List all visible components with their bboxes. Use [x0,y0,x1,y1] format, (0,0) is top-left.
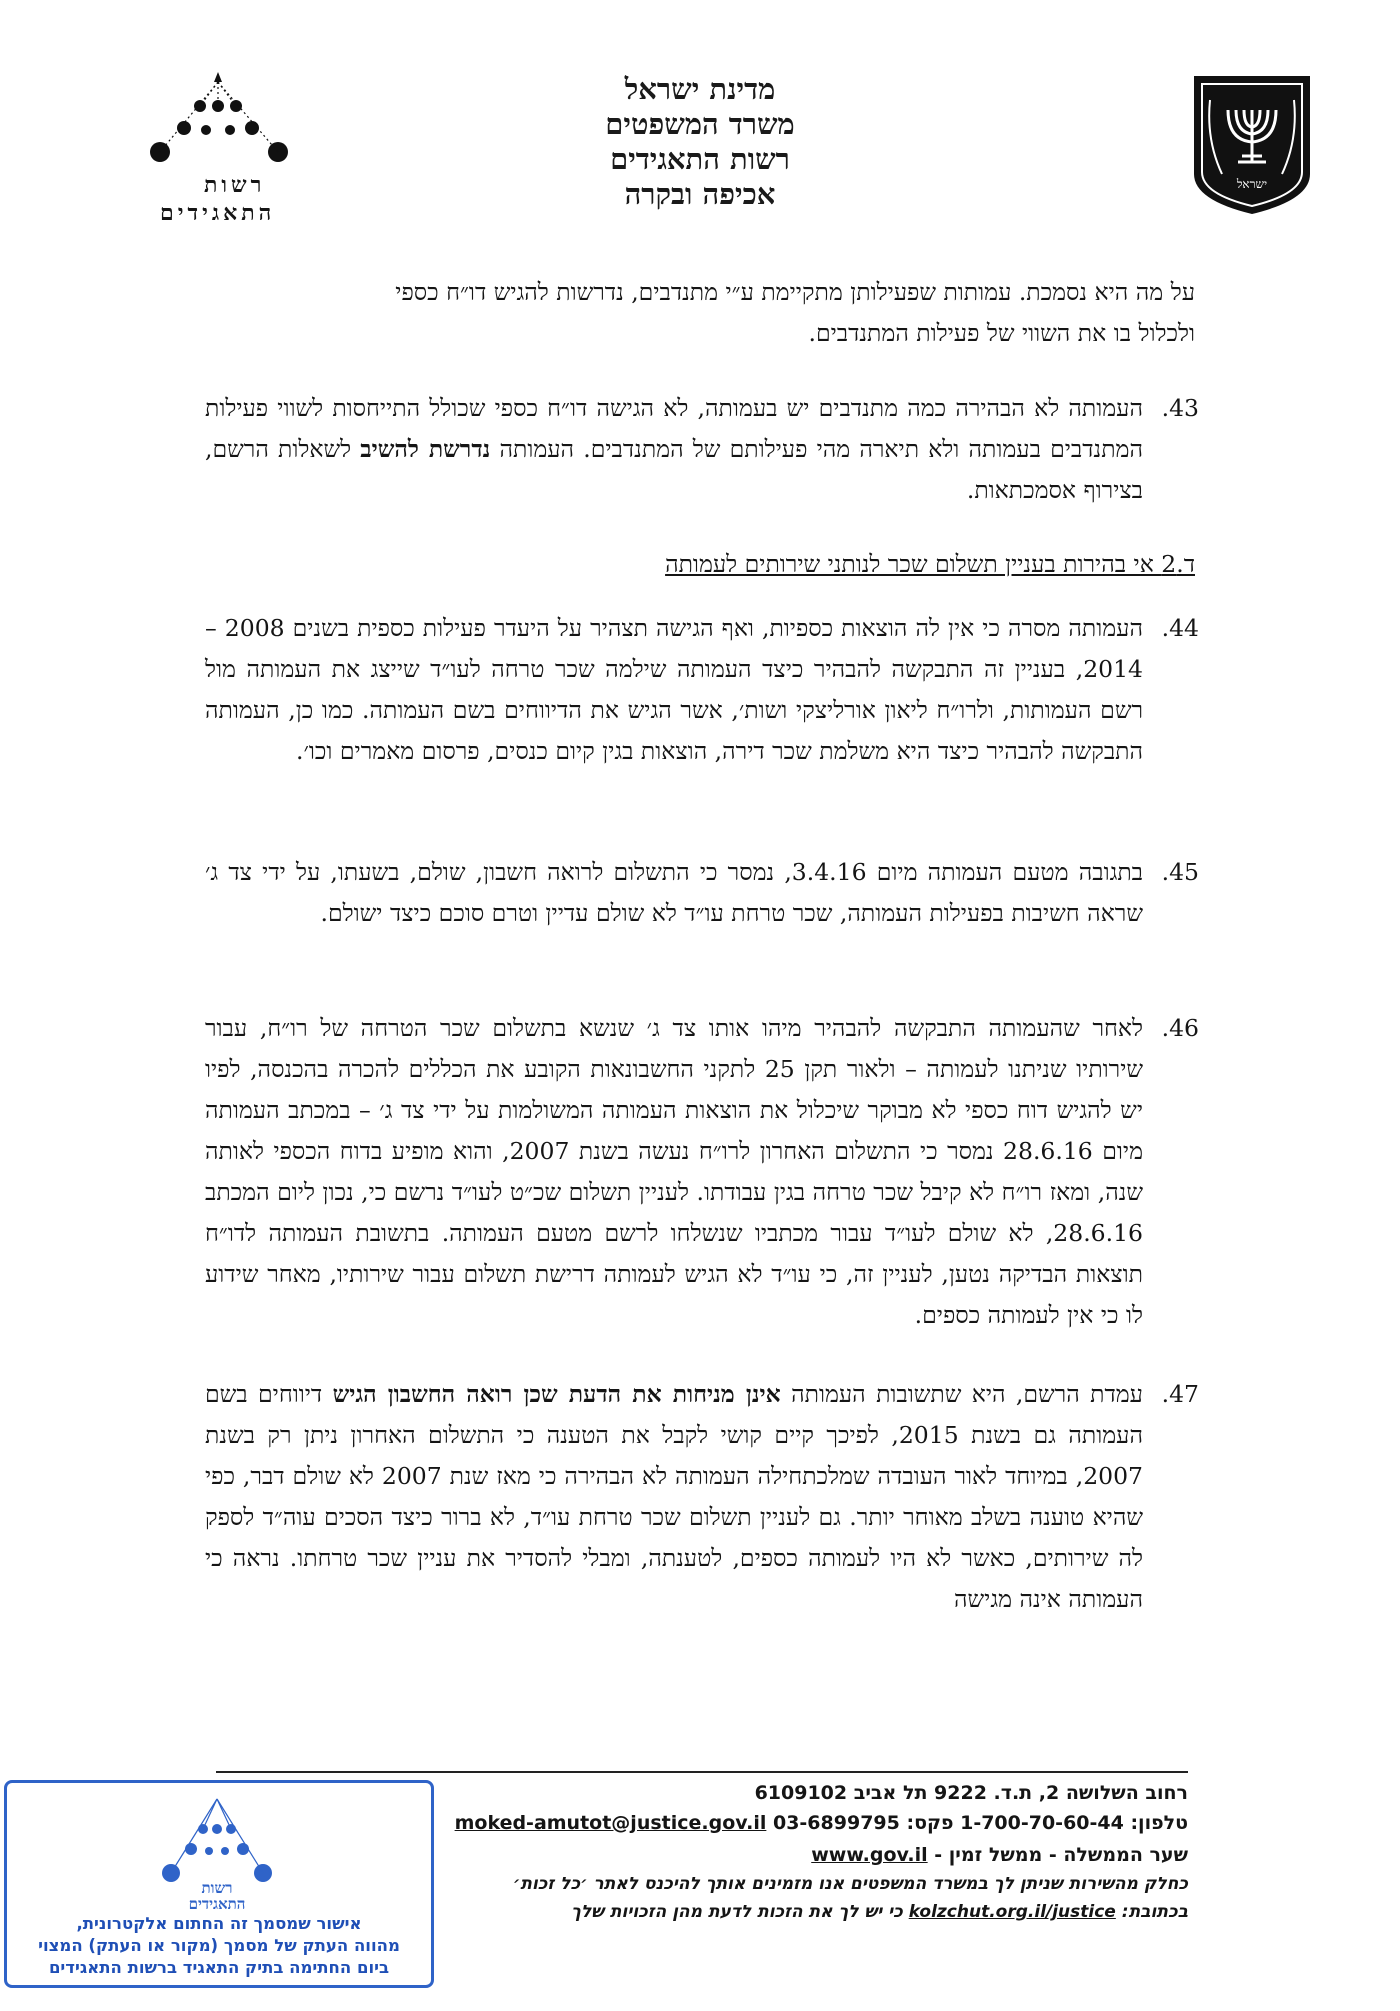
bold-phrase: נדרשת להשיב [360,435,491,463]
footer-kolzchut-link[interactable]: kolzchut.org.il/justice [908,1902,1116,1922]
paragraph-number: .46 [1161,1014,1199,1042]
footer-rights-address: בכתובת: kolzchut.org.il/justice כי יש לך את הזכות לדעת מהן הזכויות שלך [571,1902,1188,1922]
bold-phrase: אינן מניחות את הדעת שכן רואה החשבון הגיש [332,1380,781,1408]
footer-rights-line: כחלק מהשירות שניתן לך במשרד המשפטים אנו מזמינים אותך להיכנס לאתר ׳כל זכות׳ [512,1874,1188,1894]
state-emblem [1188,70,1316,218]
paragraph-number: .44 [1161,614,1199,642]
paragraph-text: העמותה מסרה כי אין לה הוצאות כספיות, ואף הגישה תצהיר על היעדר פעילות כספית בשנים 2008 – 2014, בעניין זה התבקשה להבהיר כיצד העמותה שילמה שכר טרחה לעו״ד שייצג את העמותה מול רשם העמותות, ולרו״ח ליאון אורליצקי ושות׳, אשר הגיש את הדיווחים בשם העמותה. כמו כן, העמותה התבקשה להבהיר כיצד היא משלמת שכר דירה, הוצאות בגין קיום כנסים, פרסום מאמרים וכו׳. [205,614,1143,765]
logo-text-line-2: התאגידים [160,200,276,226]
section-heading: ד.2 אי בהירות בעניין תשלום שכר לנותני שירותים לעמותה [665,550,1195,578]
stamp-line-2: מהווה העתק של מסמך (מקור או העתק) המצוי [38,1936,400,1955]
footer-phone: טלפון: 1-700-70-60-44 פקס: 03-6899795 [772,1812,1188,1834]
paragraph-number: .45 [1161,858,1199,886]
footer-gov [811,1844,1188,1866]
intro-line-2: ולכלול בו את השווי של פעילות המתנדבים. [808,319,1195,347]
paragraph-text: לאחר שהעמותה התבקשה להבהיר מיהו אותו צד ג׳ שנשא בתשלום שכר הטרחה של רו״ח, עבור שירותיו שניתנו לעמותה – ולאור תקן 25 לתקני החשבונאות הקובע את הכללים להכרה בהכנסה, לפיו יש להגיש דוח כספי לא מבוקר שיכלול את הוצאות העמותה המשולמות על ידי צד ג׳ – במכתב העמותה מיום 28.6.16 נמסר כי התשלום האחרון לרו״ח נעשה בשנת 2007, והוא מופיע בדוח הכספי לאותה שנה, ומאז רו״ח לא קיבל שכר טרחה בגין עבודתו. לעניין תשלום שכ״ט לעו״ד נרשם כי, נכון ליום המכתב 28.6.16, לא שולם לעו״ד עבור מכתביו שנשלחו לרשם מטעם העמותה. בתשובת העמותה לדו״ח תוצאות הבדיקה נטען, לעניין זה, כי עו״ד לא הגיש לעמותה דרישת תשלום עבור שירותיו, מאחר שידוע לו כי אין לעמותה כספים. [205,1014,1144,1329]
header-line-3: רשות התאגידים [610,142,790,176]
paragraph-text: בתגובה מטעם העמותה מיום 3.4.16, נמסר כי התשלום לרואה חשבון, שולם, בשעתו, על ידי צד ג׳ שראה חשיבות בפעילות העמותה, שכר טרחת עו״ד לא שולם עדיין וטרם סוכם כיצד ישולם. [205,858,1143,927]
logo-text-line-1: רשות [204,172,266,198]
footer [216,0,1188,2011]
svg-text:התאגידים: התאגידים [188,1895,246,1911]
footer-address: רחוב השלושה 2, ת.ד. 9222 תל אביב 6109102 [754,1782,1188,1804]
header-line-2: משרד המשפטים [605,107,795,141]
footer-email-link[interactable]: moked-amutot@justice.gov.il [454,1812,767,1834]
header-line-4: אכיפה ובקרה [624,177,776,211]
paragraph-number: .43 [1161,394,1199,422]
stamp-line-3: ביום החתימה בתיק התאגיד ברשות התאגידים [48,1958,390,1977]
paragraph-text: העמותה לא הבהירה כמה מתנדבים יש בעמותה, לא הגישה דו״ח כספי שכולל התייחסות לשווי פעילות המתנדבים בעמותה ולא תיארה מהי פעילותם של המתנדבים. העמותה נדרשת להשיב לשאלות הרשם, בצירוף אסמכתאות. [205,394,1143,504]
svg-text:ישראל: ישראל [1236,177,1268,191]
stamp-line-1: אישור שמסמך זה החתום אלקטרונית, [76,1914,362,1933]
paragraph-text: עמדת הרשם, היא שתשובות העמותה אינן מניחות את הדעת שכן רואה החשבון הגיש דיווחים בשם העמותה גם בשנת 2015, לפיכך קיים קושי לקבל את הטענה כי התשלום האחרון ניתן רק בשנת 2007, במיוחד לאור העובדה שמלכתחילה העמותה לא הבהירה כי מאז שנת 2007 לא שולם דבר, כפי שהיא טוענה בשלב מאוחר יותר. גם לעניין תשלום שכר טרחת עו״ד, לא ברור כיצד הסכים עוה״ד לספק לה שירותים, כאשר לא היו לעמותה כספים, לטענתה, ומבלי להסדיר את עניין שכר טרחתו. נראה כי העמותה אינה מגישה [205,1380,1143,1613]
stamp-authority-logo-icon [147,1789,287,1911]
footer-gov-link[interactable]: www.gov.il [811,1844,928,1866]
paragraph-number: .47 [1161,1380,1199,1408]
electronic-signature-stamp [4,1780,434,1988]
stamp-text [15,1913,423,1979]
svg-text:רשות: רשות [201,1879,233,1897]
footer-contact [455,1812,1188,1834]
footer-gov-label: שער הממשלה - ממשל זמין - [934,1844,1188,1866]
header-line-1: מדינת ישראל [624,72,776,106]
intro-line-1: על מה היא נסמכת. עמותות שפעילותן מתקיימת ע״י מתנדבים, נדרשות להגיש דו״ח כספי [395,278,1195,306]
stamp-logo [147,1789,287,1911]
menorah-emblem-icon [1188,70,1316,218]
